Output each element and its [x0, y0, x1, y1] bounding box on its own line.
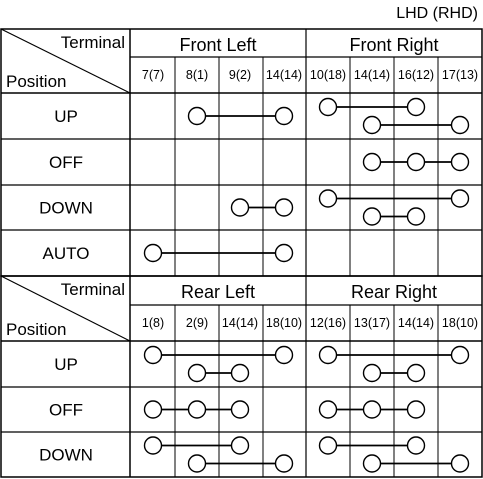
terminal-node	[276, 245, 293, 262]
terminal-node	[145, 401, 162, 418]
terminal-node	[364, 208, 381, 225]
position-down: DOWN	[39, 445, 93, 465]
terminal-node	[452, 154, 469, 171]
terminal-number: 8(1)	[185, 68, 209, 82]
terminal-node	[408, 99, 425, 116]
terminal-node	[408, 154, 425, 171]
position-label: Position	[6, 72, 67, 91]
group-label-right: Rear Right	[350, 282, 438, 302]
terminal-node	[189, 108, 206, 125]
terminal-node	[232, 365, 249, 382]
terminal-node	[320, 401, 337, 418]
terminal-number: 14(14)	[221, 316, 259, 330]
terminal-node	[408, 437, 425, 454]
terminal-node	[232, 199, 249, 216]
terminal-number: 18(10)	[441, 316, 479, 330]
group-label-left: Rear Left	[180, 282, 256, 302]
group-label-right: Front Right	[349, 35, 439, 55]
terminal-number: 10(18)	[309, 68, 347, 82]
switch-table-1	[1, 29, 482, 276]
terminal-node	[320, 190, 337, 207]
terminal-node	[364, 401, 381, 418]
terminal-node	[145, 347, 162, 364]
terminal-node	[408, 401, 425, 418]
terminal-node	[452, 347, 469, 364]
position-off: OFF	[49, 153, 83, 172]
terminal-number: 2(9)	[185, 316, 209, 330]
terminal-node	[452, 117, 469, 134]
terminal-label: Terminal	[60, 33, 125, 52]
terminal-number: 14(14)	[397, 316, 435, 330]
terminal-number: 9(2)	[228, 68, 252, 82]
terminal-node	[145, 437, 162, 454]
terminal-node	[320, 437, 337, 454]
terminal-node	[364, 117, 381, 134]
header-note: LHD (RHD)	[396, 5, 478, 22]
position-up: UP	[54, 107, 78, 126]
terminal-node	[189, 401, 206, 418]
terminal-node	[276, 108, 293, 125]
terminal-node	[189, 455, 206, 472]
terminal-node	[189, 365, 206, 382]
terminal-node	[232, 437, 249, 454]
terminal-number: 17(13)	[441, 68, 479, 82]
terminal-node	[408, 365, 425, 382]
position-down: DOWN	[39, 198, 93, 218]
terminal-node	[276, 199, 293, 216]
terminal-number: 16(12)	[397, 68, 435, 82]
position-up: UP	[54, 355, 78, 374]
terminal-node	[276, 347, 293, 364]
terminal-node	[408, 208, 425, 225]
group-label-left: Front Left	[179, 35, 257, 55]
terminal-node	[364, 154, 381, 171]
terminal-node	[276, 455, 293, 472]
terminal-node	[364, 455, 381, 472]
terminal-node	[232, 401, 249, 418]
terminal-number: 12(16)	[309, 316, 347, 330]
position-off: OFF	[49, 400, 83, 420]
position-auto: AUTO	[42, 244, 90, 263]
terminal-number: 14(14)	[353, 68, 391, 82]
terminal-node	[452, 455, 469, 472]
switch-table-2	[1, 276, 482, 477]
terminal-node	[320, 99, 337, 116]
terminal-number: 14(14)	[265, 68, 303, 82]
terminal-number: 1(8)	[141, 316, 165, 330]
terminal-number: 13(17)	[353, 316, 391, 330]
terminal-node	[320, 347, 337, 364]
terminal-number: 7(7)	[141, 68, 165, 82]
terminal-label: Terminal	[60, 280, 125, 299]
terminal-node	[452, 190, 469, 207]
terminal-number: 18(10)	[265, 316, 303, 330]
terminal-node	[145, 245, 162, 262]
terminal-node	[364, 365, 381, 382]
position-label: Position	[6, 320, 67, 339]
